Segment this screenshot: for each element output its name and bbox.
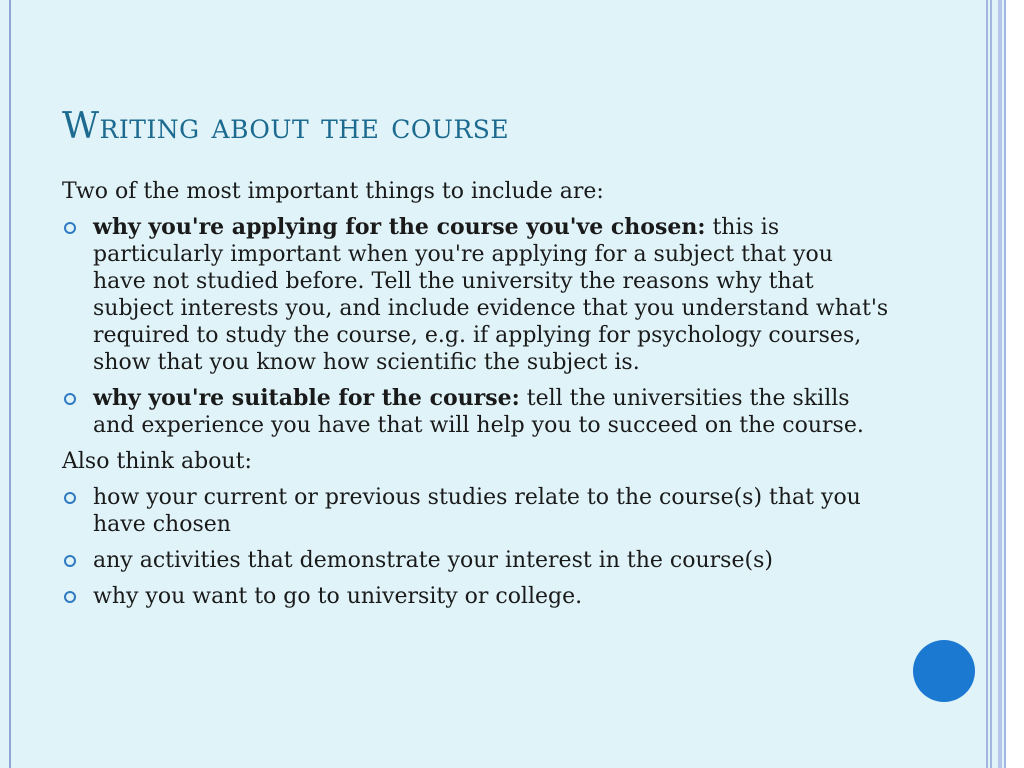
hollow-circle-bullet-icon bbox=[64, 591, 76, 603]
list-item bbox=[62, 484, 892, 538]
hollow-circle-bullet-icon bbox=[64, 492, 76, 504]
slide-title: Writing about the course bbox=[62, 106, 510, 147]
blue-circle-icon bbox=[913, 640, 975, 702]
hollow-circle-bullet-icon bbox=[64, 555, 76, 567]
bullet-heading: why you're suitable for the course: bbox=[93, 385, 520, 411]
bullet-text: why you want to go to university or college. bbox=[93, 584, 583, 609]
list-item bbox=[62, 385, 892, 439]
slide-body bbox=[62, 178, 892, 619]
bullet-text: how your current or previous studies relate to the course(s) that you have chosen bbox=[93, 485, 861, 537]
intro-text: Two of the most important things to include are: bbox=[62, 179, 604, 204]
list-item bbox=[62, 583, 892, 610]
bullet-text: tell the universities the skills and experience you have that will help you to succeed on the course. bbox=[93, 386, 864, 438]
also-think-text: Also think about: bbox=[62, 449, 252, 474]
hollow-circle-bullet-icon bbox=[64, 393, 76, 405]
list-item bbox=[62, 214, 892, 376]
bullet-text: this is particularly important when you're applying for a subject that you have not studied before. Tell the university the reasons why that subject interests you, and include evidence that you understand what's required to study the course, e.g. if applying for psychology courses, show that you know how scientific the subject is. bbox=[93, 215, 889, 375]
list-item bbox=[62, 547, 892, 574]
bullet-heading: why you're applying for the course you've chosen: bbox=[93, 214, 706, 240]
hollow-circle-bullet-icon bbox=[64, 222, 76, 234]
frame-right-stripes bbox=[982, 0, 1024, 768]
frame-left-line bbox=[9, 0, 11, 768]
bullet-text: any activities that demonstrate your interest in the course(s) bbox=[93, 548, 773, 573]
